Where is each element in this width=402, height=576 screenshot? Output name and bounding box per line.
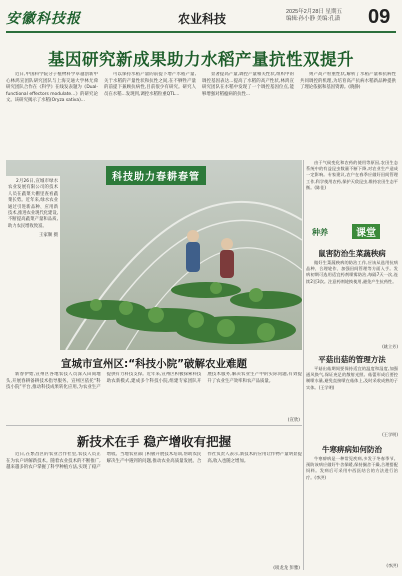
right-body-3: [306, 456, 398, 560]
article-2-headline: 宣城市宣州区:“科技小院”破解农业难题: [61, 358, 247, 370]
right-headline-3: 牛寒痹病如何防治: [322, 445, 382, 454]
article-3-paragraph: 近日,在繁昌区的农业合作社里,农技人员正在为农户讲解新技术。随着农业技术的不断推广,越来越多的农户掌握了科学种植方法,实现了稳产增收。当地农业部门积极开展技术培训,帮助农民解决生产中遇到的问题,推动农业高质量发展。合作社负责人表示,新技术的应用让作物产量明显提高,收入也随之增加。: [6, 452, 302, 471]
right-headline-2: 平菇出菇的管理方法: [318, 355, 386, 364]
article-2-byline: (宣欣): [287, 418, 300, 423]
photo-caption-text: 2月26日,宣城市绿水农业发展有限公司的技术人员在蔬菜大棚里查看蔬菜长势。近年来,绿水农业通过引进新品种、应用新技术,推进农业现代化建设,不断提高蔬菜产量和品质,助力农民增收致富。: [8, 179, 58, 229]
article-3-byline: (项龙龙 彭雅): [273, 566, 300, 571]
header-rule: [6, 31, 396, 33]
lead-column-4: [300, 72, 396, 156]
right-intro-text: 由于气候变化和农药的使用等原因,农田生态系统中的有益昆虫数量不断下降,对农业生产造成一定影响。专家建议,农户在春季应做好田间管理工作,科学使用农药,保护天敌昆虫,维持农田生态平衡。(陈佳): [306, 160, 398, 190]
lead-column-3: [202, 72, 294, 156]
lead-headline: 基因研究新成果助力水稻产量抗性双提升: [48, 50, 354, 69]
lead-column-2: [104, 72, 196, 156]
right-headline-1: 鼠害防治生菜蔬秧病: [318, 249, 386, 258]
lead-paragraph-4: 则产高产粒重性状,解析了水稻产量和抗病性共同调控的机理,为培育高产抗病水稻新品种提供了理论依据和基因资源。(晓静): [300, 72, 396, 91]
newspaper-logo: 安徽科技报: [6, 11, 81, 27]
lead-paragraph-1: 近日,中国科学院分子植物科学卓越创新中心林鸿宣团队研究团队与上海交通大学林尤舜研究团队合作在《科学》在线发表题为《Dual-functional effectors modulate...》的研究论文。该研究揭示了水稻(Oryza sativa)...: [6, 72, 98, 104]
column-divider: [303, 160, 304, 570]
editor-text: 编辑:孙小静 美编:孔潇: [286, 16, 341, 22]
right-text-3: 牛寒痹病是一种常见疾病,多发于冬春季节。预防该病应做好牛舍保暖,保持圈舍干燥,合理搭配饲料。发病后可采用中西医结合的方法进行治疗。(李洪): [306, 456, 398, 480]
right-body-2: [306, 366, 398, 432]
masthead: [6, 8, 396, 32]
right-byline-1: (姚立芳): [382, 344, 398, 349]
tag-right-label: 课堂: [352, 224, 380, 239]
lead-paragraph-2: 可以保持水稻产量的前提下增产水稻产量,关于水稻的产量性状和抗性之间,在不牺牲产量的前提下兼顾抗病性,目前很少有研究。研究人员在水稻...发现到,调控水稻粒重QTL...: [104, 72, 196, 97]
article-2-paragraph: 新春伊始,宣州区各地农技人员深入田间地头,开展春耕备耕技术指导服务。宣州区依托“科技小院”平台,推动科技成果转化应用,为农业生产提供有力科技支撑。近年来,宣州区积极探索科技助农新模式,建成多个科技小院,组建专家团队开展技术服务,解决农业生产中的实际问题,有效提升了农业生产效率和农产品质量。: [6, 372, 302, 391]
right-body-1: [306, 260, 398, 344]
photo-caption: [6, 176, 60, 350]
photo-title: 科技助力春耕春管: [106, 166, 206, 185]
article-3-headline: 新技术在手 稳产增收有把握: [76, 434, 232, 449]
tag-left-label: 种养: [312, 228, 328, 237]
photo-credit: 王家顺 摄: [39, 233, 58, 239]
article-2-body: [6, 372, 302, 416]
right-byline-2: (王学明): [382, 432, 398, 437]
section-divider: [6, 425, 302, 426]
right-intro-body: [306, 160, 398, 220]
dateline: [286, 9, 342, 23]
page-number: 09: [368, 6, 391, 28]
lead-column-1: [6, 72, 98, 156]
right-byline-3: (李洪): [386, 563, 398, 568]
right-text-2: 平菇出菇期间要保持适宜的温度和湿度,加强通风换气,保证充足的散射光照。菇蕾形成后要控制喷水量,避免直接喷在菇体上,及时采收成熟的子实体。(王学明): [306, 366, 398, 390]
lead-paragraph-3: 显著提高产量,调控产量相关性状,组织中的调控基因表达...提高了水稻的高产性状,林鸿宣研究团队在水稻中发现了一个调控基因位点,能够增强对稻瘟病的抗性...: [202, 72, 294, 97]
article-3-body: [6, 452, 302, 564]
column-tag-banner: [312, 224, 392, 238]
right-text-1: 做好生菜蔬秧病的防治工作,应该从选用抗病品种、合理轮作、加强田间管理等方面入手。发病初期可选用适宜药剂喷雾防治,每隔7天一次,连续2至3次。注意药剂轮换使用,避免产生抗药性。: [306, 260, 398, 284]
date-text: 2025年2月28日 星期五: [286, 9, 342, 15]
section-title: 农业科技: [178, 12, 227, 26]
